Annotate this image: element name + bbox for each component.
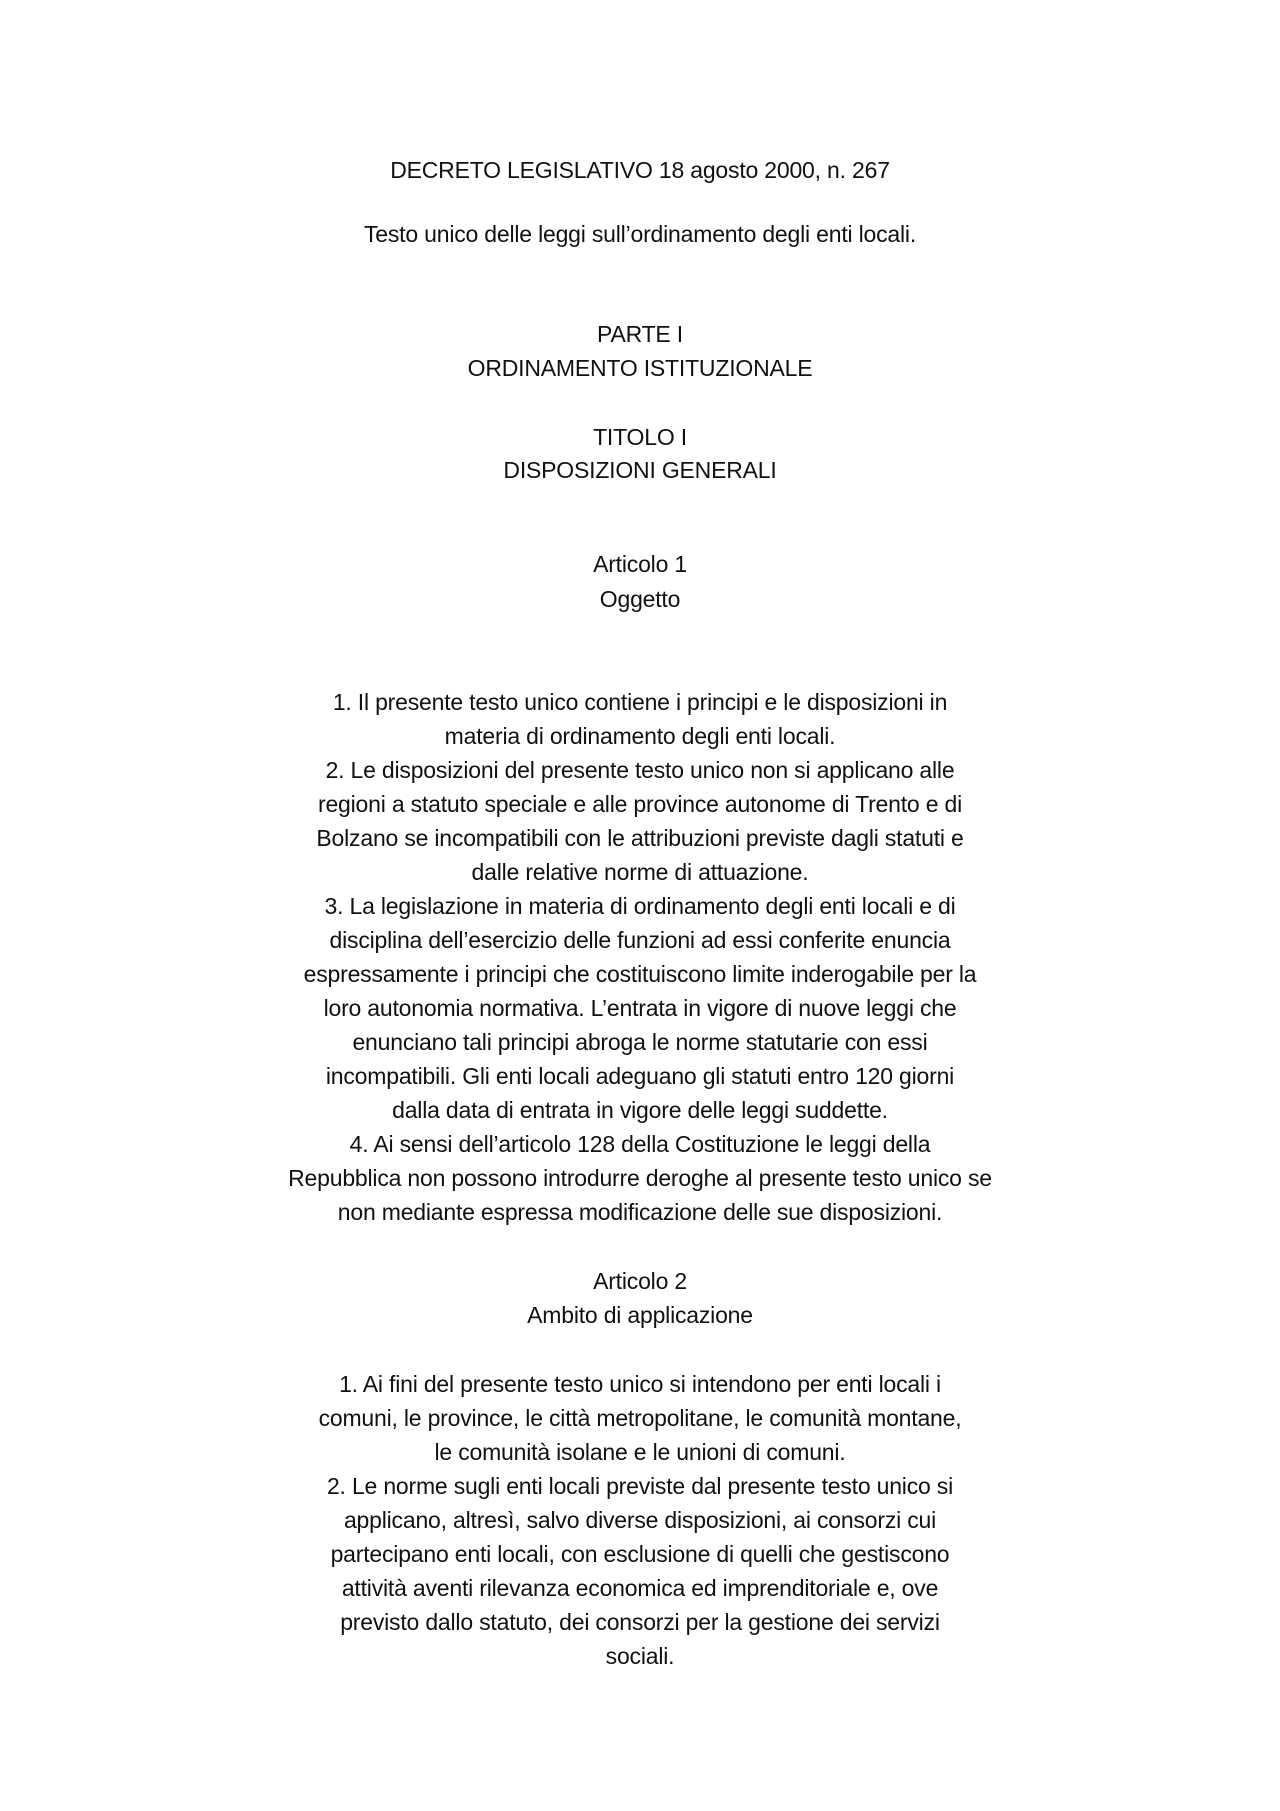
article-1-line: 3. La legislazione in materia di ordinamento degli enti locali e di <box>324 893 956 919</box>
article-1-line: incompatibili. Gli enti locali adeguano gli statuti entro 120 giorni <box>325 1063 955 1089</box>
article-2-line: 2. Le norme sugli enti locali previste dal presente testo unico si <box>326 1473 954 1499</box>
article-1-line: dalle relative norme di attuazione. <box>471 859 809 885</box>
article-1-line: loro autonomia normativa. L’entrata in vigore di nuove leggi che <box>323 995 957 1021</box>
article-1-line: 4. Ai sensi dell’articolo 128 della Costituzione le leggi della <box>349 1131 931 1157</box>
article-2-line: comuni, le province, le città metropolitane, le comunità montane, <box>318 1405 962 1431</box>
article-1-heading: Articolo 1 <box>593 551 687 577</box>
article-2-line: previsto dallo statuto, dei consorzi per la gestione dei servizi <box>340 1609 940 1635</box>
article-2-line: applicano, altresì, salvo diverse disposizioni, ai consorzi cui <box>343 1507 937 1533</box>
article-2-line: le comunità isolane e le unioni di comuni. <box>434 1439 846 1465</box>
article-1-line: dalla data di entrata in vigore delle leggi suddette. <box>392 1097 888 1123</box>
part-name: ORDINAMENTO ISTITUZIONALE <box>467 355 813 381</box>
article-2-line: attività aventi rilevanza economica ed imprenditoriale e, ove <box>341 1575 939 1601</box>
part-label: PARTE I <box>597 321 683 347</box>
article-2-name: Ambito di applicazione <box>527 1302 753 1328</box>
decree-title: DECRETO LEGISLATIVO 18 agosto 2000, n. 267 <box>390 157 890 183</box>
decree-subtitle: Testo unico delle leggi sull’ordinamento degli enti locali. <box>363 221 917 247</box>
title-name: DISPOSIZIONI GENERALI <box>503 457 777 483</box>
article-1-line: 1. Il presente testo unico contiene i principi e le disposizioni in <box>332 689 948 715</box>
title-label: TITOLO I <box>593 424 687 450</box>
article-1-line: disciplina dell’esercizio delle funzioni ad essi conferite enuncia <box>329 927 951 953</box>
article-1-line: materia di ordinamento degli enti locali. <box>444 723 836 749</box>
article-1-line: Bolzano se incompatibili con le attribuzioni previste dagli statuti e <box>316 825 964 851</box>
article-1-line: espressamente i principi che costituiscono limite inderogabile per la <box>303 961 977 987</box>
article-1-line: 2. Le disposizioni del presente testo unico non si applicano alle <box>325 757 955 783</box>
article-2-line: 1. Ai fini del presente testo unico si intendono per enti locali i <box>339 1371 941 1397</box>
article-2-line: partecipano enti locali, con esclusione di quelli che gestiscono <box>330 1541 950 1567</box>
article-1-line: enunciano tali principi abroga le norme statutarie con essi <box>352 1029 928 1055</box>
article-1-line: Repubblica non possono introdurre deroghe al presente testo unico se <box>288 1165 992 1191</box>
article-2-heading: Articolo 2 <box>593 1268 687 1294</box>
article-1-line: non mediante espressa modificazione delle sue disposizioni. <box>337 1199 943 1225</box>
article-1-line: regioni a statuto speciale e alle province autonome di Trento e di <box>318 791 962 817</box>
article-1-name: Oggetto <box>599 586 681 612</box>
article-2-line: sociali. <box>605 1643 675 1669</box>
